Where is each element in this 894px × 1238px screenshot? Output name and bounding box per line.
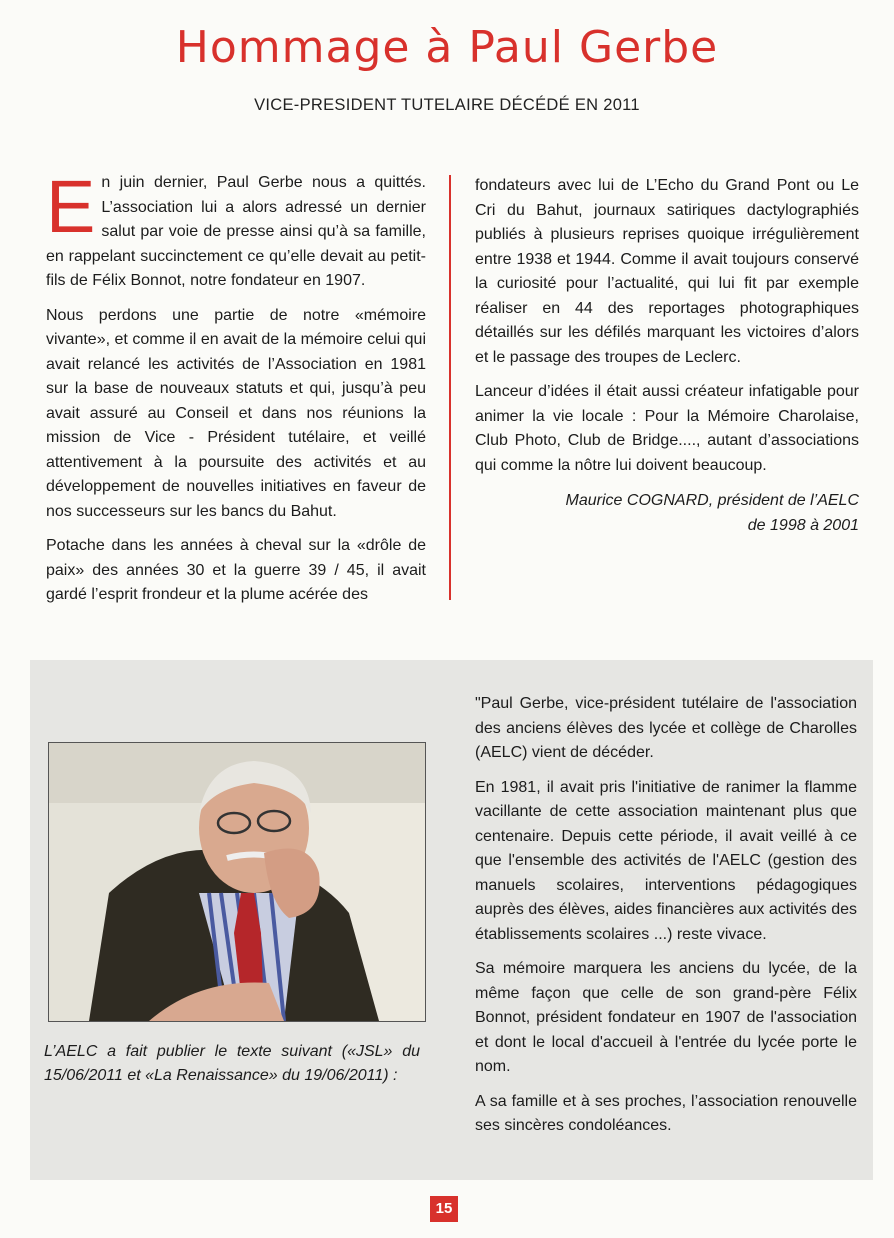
paragraph: En juin dernier, Paul Gerbe nous a quittés. L’association lui a alors adressé un dernier salut par voie de presse ainsi qu’à sa famille, en rappelant succinctement ce qu’elle devait au petit-fils de Félix Bonnot, notre fondateur en 1907. [46, 165, 426, 289]
page-number: 15 [430, 1196, 458, 1222]
paragraph: A sa famille et à ses proches, l’association renouvelle ses sincères condoléances. [475, 1092, 857, 1134]
signature [475, 488, 859, 538]
signature-role: , président de l’AELC [708, 492, 859, 509]
paragraph: Nous perdons une partie de notre «mémoire vivante», et comme il en avait de la mémoire celui qui avait relancé les activités de l’Association en 1981 sur la base de nouveaux statuts et qui, jusqu’à peu avait assuré au Conseil et dans nos réunions la mission de Vice - Président tutélaire, et veillé attentivement à la poursuite des activités et au développement de nouvelles initiatives en faveur de nos successeurs sur les bancs du Bahut. [46, 306, 426, 520]
signature-years: de 1998 à 2001 [747, 517, 859, 534]
signature-author: Maurice COGNARD [565, 492, 709, 509]
paragraph: Potache dans les années à cheval sur la «drôle de paix» des années 30 et la guerre 39 / 45, il avait gardé l’esprit frondeur et la plume acérée des [46, 537, 426, 603]
paragraph: Lanceur d’idées il était aussi créateur infatigable pour animer la vie locale : Pour la Mémoire Charolaise, Club Photo, Club de Bridge...., autant d’associations qui comme la nôtre lui doivent beaucoup. [475, 383, 859, 474]
paragraph: Sa mémoire marquera les anciens du lycée, de la même façon que celle de son grand-père Félix Bonnot, président fondateur en 1907 de l'association et dont le local d'accueil à l'entrée du lycée porte le nom. [475, 960, 857, 1075]
portrait-photo [48, 742, 426, 1022]
page-subtitle: VICE-PRESIDENT TUTELAIRE DÉCÉDÉ EN 2011 [254, 96, 640, 114]
article-left-column [46, 165, 426, 618]
column-divider [449, 175, 451, 600]
paragraph: fondateurs avec lui de L’Echo du Grand Pont ou Le Cri du Bahut, journaux satiriques dactylographiés publiés à plusieurs reprises quoique irrégulièrement entre 1938 et 1944. Comme il avait toujours conservé la curiosité pour l’actualité, qui lui fit par exemple réaliser en 44 des reportages photographiques détaillés sur les défilés marquant les victoires d’alors et le passage des troupes de Leclerc. [475, 177, 859, 366]
paragraph: En 1981, il avait pris l'initiative de ranimer la flamme vacillante de cette association maintenant plus que centenaire. Depuis cette période, il avait veillé à ce que l'ensemble des activités de l'AELC (gestion des manuels scolaires, interventions pédagogiques auprès des élèves, aides financières aux activités des établissements scolaires ...) reste vivace. [475, 778, 857, 943]
page-title: Hommage à Paul Gerbe [175, 22, 719, 73]
photo-caption: L’AELC a fait publier le texte suivant («JSL» du 15/06/2011 et «La Renaissance» du 19/06/2011) : [44, 1043, 420, 1084]
press-text-column [475, 692, 857, 1149]
drop-cap: E [46, 165, 96, 248]
article-right-column [475, 174, 859, 538]
paragraph: "Paul Gerbe, vice-président tutélaire de l'association des anciens élèves des lycée et collège de Charolles (AELC) vient de décéder. [475, 695, 857, 761]
